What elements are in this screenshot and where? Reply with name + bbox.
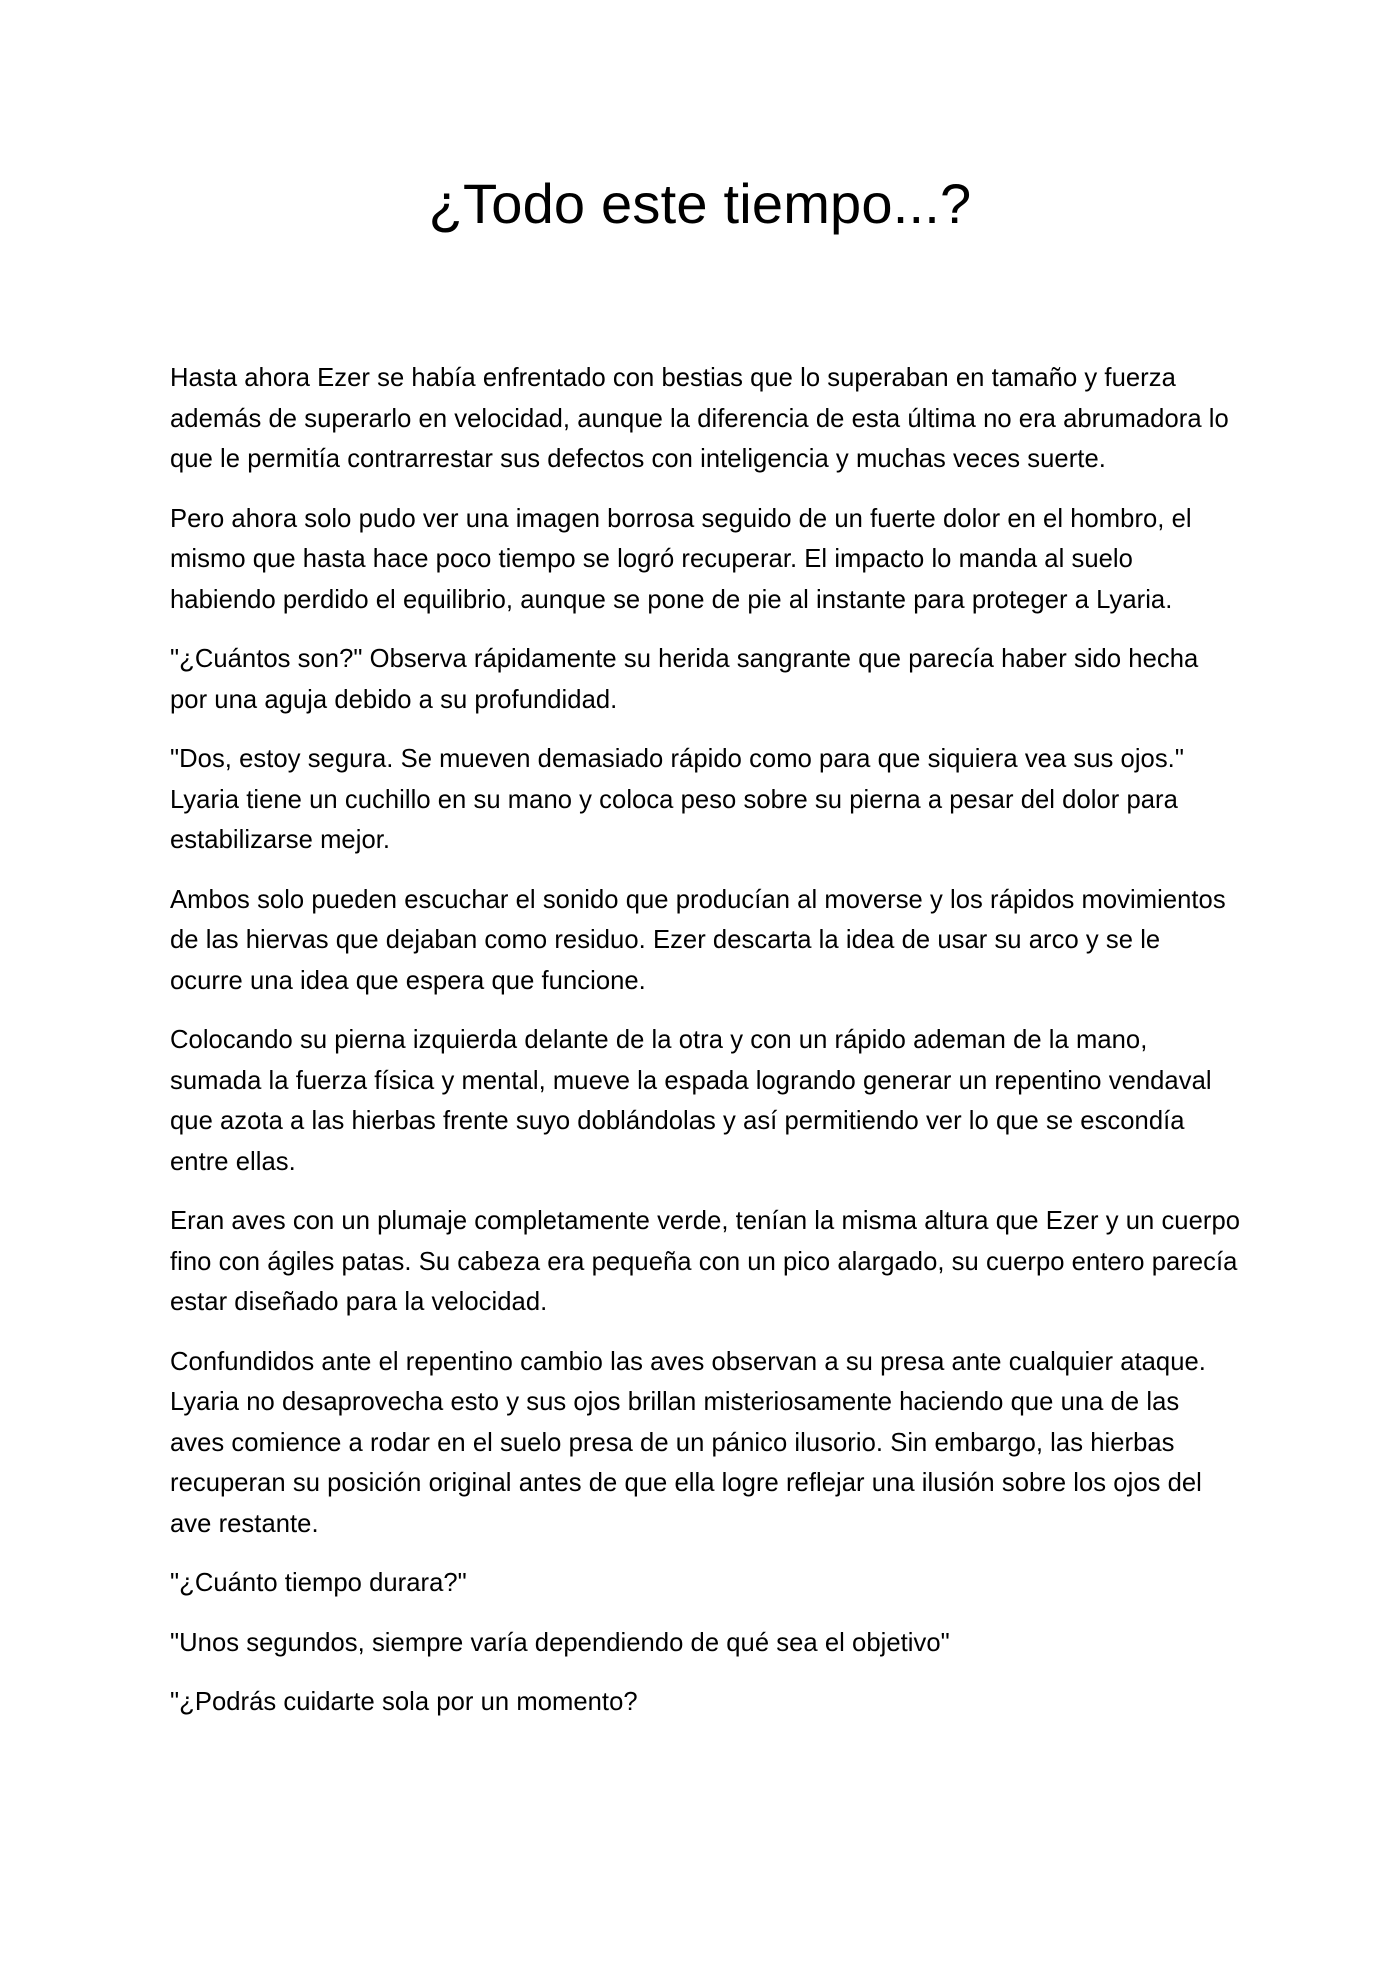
document-body [170,358,1240,1742]
paragraph: "Dos, estoy segura. Se mueven demasiado rápido como para que siquiera vea sus ojos." Lyaria tiene un cuchillo en su mano y coloca peso sobre su pierna a pesar del dolor para estabilizarse mejor. [170,745,1184,854]
dialogue-line: "¿Cuánto tiempo durara?" [170,1569,467,1597]
paragraph: Colocando su pierna izquierda delante de la otra y con un rápido ademan de la mano, sumada la fuerza física y mental, mueve la espada logrando generar un repentino vendaval que azota a las hierbas frente suyo doblándolas y así permitiendo ver lo que se escondía entre ellas. [170,1026,1212,1176]
paragraph: Hasta ahora Ezer se había enfrentado con bestias que lo superaban en tamaño y fuerza además de superarlo en velocidad, aunque la diferencia de esta última no era abrumadora lo que le permitía contrarrestar sus defectos con inteligencia y muchas veces suerte. [170,364,1229,473]
dialogue-line: "¿Podrás cuidarte sola por un momento? [170,1688,638,1716]
paragraph: Pero ahora solo pudo ver una imagen borrosa seguido de un fuerte dolor en el hombro, el mismo que hasta hace poco tiempo se logró recuperar. El impacto lo manda al suelo habiendo perdido el equilibrio, aunque se pone de pie al instante para proteger a Lyaria. [170,504,1192,614]
paragraph: Eran aves con un plumaje completamente verde, tenían la misma altura que Ezer y un cuerpo fino con ágiles patas. Su cabeza era pequeña con un pico alargado, su cuerpo entero parecía estar diseñado para la velocidad. [170,1207,1241,1316]
paragraph: Confundidos ante el repentino cambio las aves observan a su presa ante cualquier ataque. Lyaria no desaprovecha esto y sus ojos brillan misteriosamente haciendo que una de las aves comience a rodar en el suelo presa de un pánico ilusorio. Sin embargo, las hierbas recuperan su posición original antes de que ella logre reflejar una ilusión sobre los ojos del ave restante. [170,1347,1206,1538]
dialogue-line: "Unos segundos, siempre varía dependiendo de qué sea el objetivo" [170,1628,950,1657]
paragraph: "¿Cuántos son?" Observa rápidamente su herida sangrante que parecía haber sido hecha por una aguja debido a su profundidad. [170,645,1199,714]
paragraph: Ambos solo pueden escuchar el sonido que producían al moverse y los rápidos movimientos de las hiervas que dejaban como residuo. Ezer descarta la idea de usar su arco y se le ocurre una idea que espera que funcione. [170,885,1226,995]
page-title: ¿Todo este tiempo...? [428,172,972,235]
